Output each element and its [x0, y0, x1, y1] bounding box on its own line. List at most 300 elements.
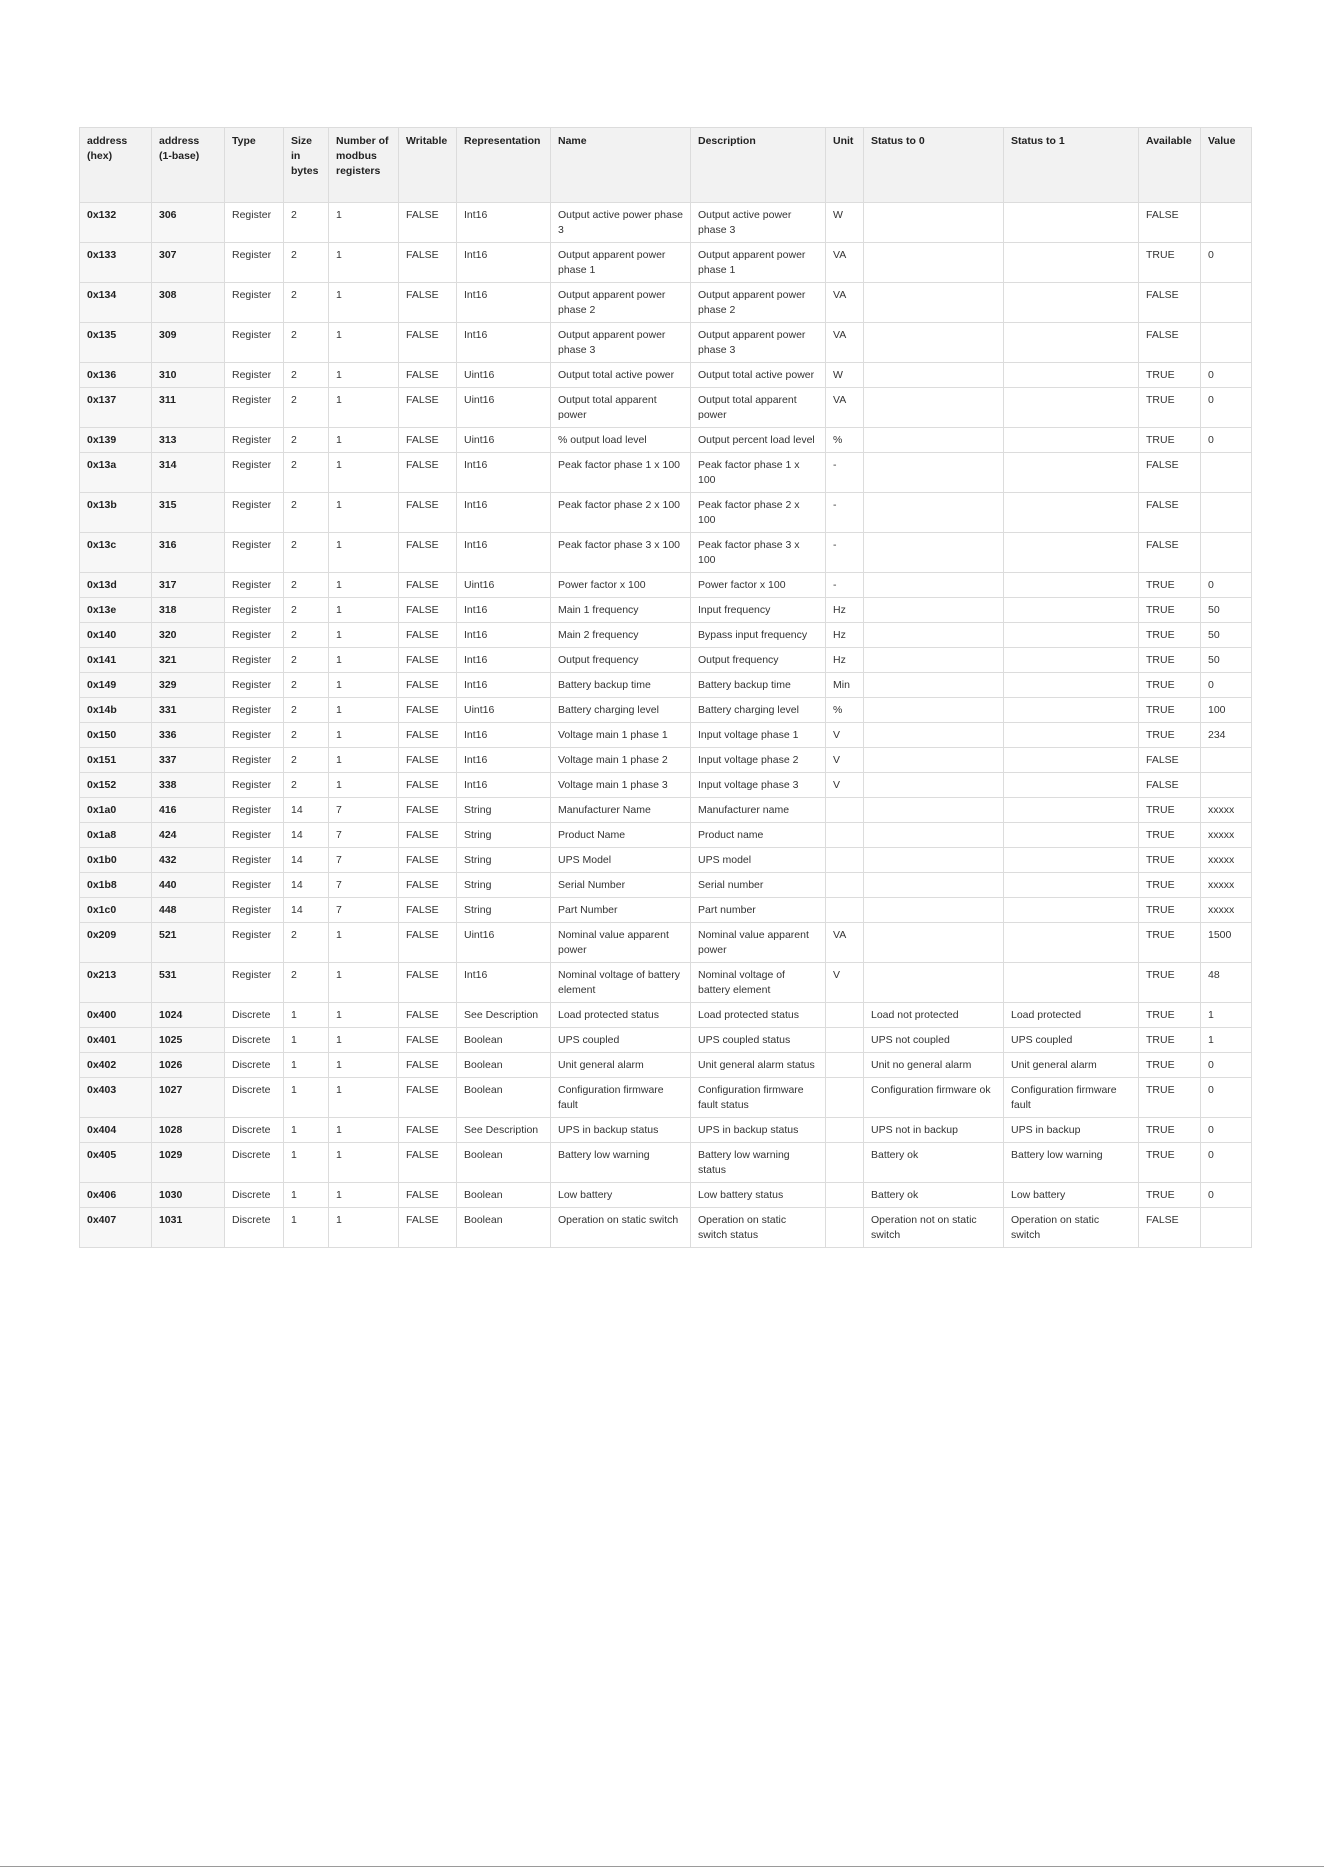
cell-unit: V — [826, 723, 864, 748]
cell-writable: FALSE — [399, 428, 457, 453]
cell-value: xxxxx — [1201, 898, 1252, 923]
cell-name: Part Number — [551, 898, 691, 923]
cell-status-to-0: UPS not coupled — [864, 1028, 1004, 1053]
cell-register-count: 1 — [329, 388, 399, 428]
cell-value: 0 — [1201, 1078, 1252, 1118]
cell-unit: - — [826, 533, 864, 573]
cell-value: 0 — [1201, 673, 1252, 698]
cell-address-dec: 1027 — [152, 1078, 225, 1118]
cell-status-to-1 — [1004, 283, 1139, 323]
cell-available: TRUE — [1139, 698, 1201, 723]
cell-name: Battery low warning — [551, 1143, 691, 1183]
cell-name: Power factor x 100 — [551, 573, 691, 598]
cell-value: 100 — [1201, 698, 1252, 723]
cell-type: Register — [225, 648, 284, 673]
cell-register-count: 1 — [329, 923, 399, 963]
cell-name: Output total active power — [551, 363, 691, 388]
cell-description: Configuration firmware fault status — [691, 1078, 826, 1118]
cell-status-to-0 — [864, 363, 1004, 388]
cell-unit: Hz — [826, 623, 864, 648]
cell-description: Part number — [691, 898, 826, 923]
cell-description: Battery backup time — [691, 673, 826, 698]
cell-value — [1201, 283, 1252, 323]
cell-unit — [826, 848, 864, 873]
cell-unit: % — [826, 428, 864, 453]
cell-size-bytes: 2 — [284, 573, 329, 598]
cell-writable: FALSE — [399, 898, 457, 923]
cell-available: TRUE — [1139, 798, 1201, 823]
cell-size-bytes: 2 — [284, 203, 329, 243]
cell-writable: FALSE — [399, 493, 457, 533]
cell-value: 50 — [1201, 623, 1252, 648]
cell-address-hex: 0x401 — [80, 1028, 152, 1053]
cell-register-count: 1 — [329, 323, 399, 363]
cell-size-bytes: 1 — [284, 1028, 329, 1053]
cell-size-bytes: 1 — [284, 1143, 329, 1183]
cell-writable: FALSE — [399, 623, 457, 648]
table-row — [80, 388, 1252, 428]
cell-writable: FALSE — [399, 1028, 457, 1053]
cell-type: Register — [225, 493, 284, 533]
cell-status-to-0: Configuration firmware ok — [864, 1078, 1004, 1118]
cell-status-to-0 — [864, 573, 1004, 598]
cell-type: Register — [225, 748, 284, 773]
table-row — [80, 1183, 1252, 1208]
cell-writable: FALSE — [399, 1143, 457, 1183]
cell-description: Nominal voltage of battery element — [691, 963, 826, 1003]
cell-address-hex: 0x209 — [80, 923, 152, 963]
col-header-name: Name — [551, 128, 691, 203]
footer-divider — [0, 1866, 1324, 1867]
cell-type: Register — [225, 848, 284, 873]
cell-size-bytes: 2 — [284, 623, 329, 648]
cell-status-to-1 — [1004, 773, 1139, 798]
cell-type: Register — [225, 598, 284, 623]
cell-writable: FALSE — [399, 1208, 457, 1248]
cell-writable: FALSE — [399, 773, 457, 798]
cell-available: TRUE — [1139, 823, 1201, 848]
cell-description: Unit general alarm status — [691, 1053, 826, 1078]
cell-size-bytes: 2 — [284, 598, 329, 623]
cell-writable: FALSE — [399, 388, 457, 428]
table-row — [80, 923, 1252, 963]
cell-value — [1201, 773, 1252, 798]
cell-status-to-0 — [864, 203, 1004, 243]
cell-status-to-0 — [864, 923, 1004, 963]
cell-size-bytes: 2 — [284, 388, 329, 428]
table-header-row — [80, 128, 1252, 203]
cell-writable: FALSE — [399, 1183, 457, 1208]
cell-size-bytes: 2 — [284, 283, 329, 323]
cell-representation: Int16 — [457, 203, 551, 243]
cell-status-to-1: Unit general alarm — [1004, 1053, 1139, 1078]
cell-status-to-0: UPS not in backup — [864, 1118, 1004, 1143]
cell-address-hex: 0x406 — [80, 1183, 152, 1208]
cell-unit: VA — [826, 388, 864, 428]
cell-name: Product Name — [551, 823, 691, 848]
cell-status-to-1 — [1004, 388, 1139, 428]
cell-available: TRUE — [1139, 1118, 1201, 1143]
cell-status-to-1 — [1004, 323, 1139, 363]
cell-available: FALSE — [1139, 1208, 1201, 1248]
cell-register-count: 1 — [329, 283, 399, 323]
cell-description: UPS in backup status — [691, 1118, 826, 1143]
cell-description: Output active power phase 3 — [691, 203, 826, 243]
cell-status-to-0 — [864, 773, 1004, 798]
cell-status-to-1 — [1004, 823, 1139, 848]
cell-status-to-1: Low battery — [1004, 1183, 1139, 1208]
cell-name: Configuration firmware fault — [551, 1078, 691, 1118]
cell-representation: Int16 — [457, 648, 551, 673]
cell-address-hex: 0x141 — [80, 648, 152, 673]
cell-value — [1201, 493, 1252, 533]
cell-address-hex: 0x407 — [80, 1208, 152, 1248]
cell-unit — [826, 798, 864, 823]
cell-available: TRUE — [1139, 673, 1201, 698]
modbus-register-table-container — [79, 127, 1251, 1248]
table-row — [80, 203, 1252, 243]
cell-representation: String — [457, 898, 551, 923]
cell-unit — [826, 1143, 864, 1183]
cell-name: Output frequency — [551, 648, 691, 673]
cell-description: Peak factor phase 2 x 100 — [691, 493, 826, 533]
cell-address-hex: 0x152 — [80, 773, 152, 798]
table-row — [80, 428, 1252, 453]
table-row — [80, 1208, 1252, 1248]
cell-type: Register — [225, 283, 284, 323]
cell-address-dec: 521 — [152, 923, 225, 963]
cell-value: 0 — [1201, 1053, 1252, 1078]
cell-size-bytes: 2 — [284, 243, 329, 283]
cell-unit: W — [826, 363, 864, 388]
cell-status-to-1 — [1004, 623, 1139, 648]
cell-address-dec: 310 — [152, 363, 225, 388]
cell-representation: Boolean — [457, 1183, 551, 1208]
cell-unit — [826, 873, 864, 898]
cell-type: Register — [225, 923, 284, 963]
col-header-description: Description — [691, 128, 826, 203]
cell-available: TRUE — [1139, 723, 1201, 748]
cell-available: TRUE — [1139, 243, 1201, 283]
cell-address-dec: 336 — [152, 723, 225, 748]
cell-writable: FALSE — [399, 598, 457, 623]
cell-address-hex: 0x139 — [80, 428, 152, 453]
cell-address-hex: 0x213 — [80, 963, 152, 1003]
cell-address-hex: 0x1a8 — [80, 823, 152, 848]
cell-value: xxxxx — [1201, 873, 1252, 898]
cell-available: TRUE — [1139, 598, 1201, 623]
cell-representation: Int16 — [457, 748, 551, 773]
cell-register-count: 7 — [329, 798, 399, 823]
table-row — [80, 963, 1252, 1003]
cell-value: 0 — [1201, 573, 1252, 598]
cell-type: Discrete — [225, 1143, 284, 1183]
cell-type: Register — [225, 533, 284, 573]
col-header-representation: Representation — [457, 128, 551, 203]
cell-status-to-1 — [1004, 898, 1139, 923]
table-row — [80, 748, 1252, 773]
cell-register-count: 1 — [329, 1143, 399, 1183]
cell-value — [1201, 323, 1252, 363]
cell-status-to-0: Battery ok — [864, 1183, 1004, 1208]
cell-writable: FALSE — [399, 283, 457, 323]
cell-status-to-0 — [864, 598, 1004, 623]
cell-address-hex: 0x137 — [80, 388, 152, 428]
cell-status-to-0 — [864, 323, 1004, 363]
cell-description: Nominal value apparent power — [691, 923, 826, 963]
cell-size-bytes: 2 — [284, 723, 329, 748]
cell-address-hex: 0x13c — [80, 533, 152, 573]
cell-writable: FALSE — [399, 1053, 457, 1078]
cell-status-to-0 — [864, 673, 1004, 698]
cell-name: Peak factor phase 1 x 100 — [551, 453, 691, 493]
cell-representation: Boolean — [457, 1053, 551, 1078]
table-row — [80, 898, 1252, 923]
cell-type: Register — [225, 963, 284, 1003]
cell-address-dec: 317 — [152, 573, 225, 598]
cell-available: TRUE — [1139, 573, 1201, 598]
cell-description: Input voltage phase 3 — [691, 773, 826, 798]
cell-name: Nominal voltage of battery element — [551, 963, 691, 1003]
cell-type: Register — [225, 773, 284, 798]
cell-register-count: 1 — [329, 1078, 399, 1118]
table-row — [80, 648, 1252, 673]
cell-address-hex: 0x133 — [80, 243, 152, 283]
cell-address-dec: 318 — [152, 598, 225, 623]
cell-unit — [826, 1183, 864, 1208]
table-row — [80, 623, 1252, 648]
cell-description: Load protected status — [691, 1003, 826, 1028]
col-header-unit: Unit — [826, 128, 864, 203]
cell-size-bytes: 2 — [284, 493, 329, 533]
cell-type: Register — [225, 363, 284, 388]
cell-value: xxxxx — [1201, 823, 1252, 848]
cell-address-dec: 1026 — [152, 1053, 225, 1078]
table-row — [80, 573, 1252, 598]
cell-address-dec: 311 — [152, 388, 225, 428]
cell-available: TRUE — [1139, 898, 1201, 923]
cell-register-count: 7 — [329, 823, 399, 848]
cell-status-to-0 — [864, 493, 1004, 533]
cell-description: Manufacturer name — [691, 798, 826, 823]
cell-status-to-0 — [864, 873, 1004, 898]
cell-size-bytes: 14 — [284, 823, 329, 848]
cell-name: Output apparent power phase 1 — [551, 243, 691, 283]
cell-address-hex: 0x402 — [80, 1053, 152, 1078]
col-header-available: Available — [1139, 128, 1201, 203]
cell-value: xxxxx — [1201, 848, 1252, 873]
cell-size-bytes: 14 — [284, 848, 329, 873]
cell-type: Discrete — [225, 1078, 284, 1118]
cell-address-hex: 0x1a0 — [80, 798, 152, 823]
cell-size-bytes: 2 — [284, 748, 329, 773]
col-header-address-hex: address (hex) — [80, 128, 152, 203]
cell-register-count: 1 — [329, 748, 399, 773]
cell-address-dec: 309 — [152, 323, 225, 363]
cell-name: Output apparent power phase 2 — [551, 283, 691, 323]
cell-type: Discrete — [225, 1003, 284, 1028]
cell-representation: Uint16 — [457, 363, 551, 388]
cell-size-bytes: 1 — [284, 1118, 329, 1143]
cell-size-bytes: 2 — [284, 698, 329, 723]
cell-type: Discrete — [225, 1118, 284, 1143]
col-header-status-to-1: Status to 1 — [1004, 128, 1139, 203]
cell-address-dec: 337 — [152, 748, 225, 773]
cell-unit — [826, 1028, 864, 1053]
cell-status-to-0 — [864, 283, 1004, 323]
cell-unit: Hz — [826, 598, 864, 623]
cell-value: 0 — [1201, 1118, 1252, 1143]
cell-address-dec: 331 — [152, 698, 225, 723]
cell-name: Load protected status — [551, 1003, 691, 1028]
cell-register-count: 1 — [329, 773, 399, 798]
cell-description: Output percent load level — [691, 428, 826, 453]
cell-status-to-0 — [864, 963, 1004, 1003]
cell-address-hex: 0x13d — [80, 573, 152, 598]
cell-name: Peak factor phase 2 x 100 — [551, 493, 691, 533]
cell-address-dec: 320 — [152, 623, 225, 648]
cell-status-to-1: Battery low warning — [1004, 1143, 1139, 1183]
cell-writable: FALSE — [399, 848, 457, 873]
cell-writable: FALSE — [399, 1118, 457, 1143]
cell-available: TRUE — [1139, 1078, 1201, 1118]
cell-unit: VA — [826, 283, 864, 323]
cell-name: Nominal value apparent power — [551, 923, 691, 963]
cell-name: Main 1 frequency — [551, 598, 691, 623]
cell-address-hex: 0x134 — [80, 283, 152, 323]
cell-value: 0 — [1201, 388, 1252, 428]
cell-name: UPS Model — [551, 848, 691, 873]
table-row — [80, 823, 1252, 848]
cell-status-to-1: UPS in backup — [1004, 1118, 1139, 1143]
cell-description: Input voltage phase 1 — [691, 723, 826, 748]
cell-writable: FALSE — [399, 873, 457, 898]
cell-name: Unit general alarm — [551, 1053, 691, 1078]
cell-type: Register — [225, 573, 284, 598]
table-row — [80, 453, 1252, 493]
cell-value — [1201, 748, 1252, 773]
cell-representation: Int16 — [457, 243, 551, 283]
cell-address-dec: 1025 — [152, 1028, 225, 1053]
cell-status-to-0: Load not protected — [864, 1003, 1004, 1028]
cell-writable: FALSE — [399, 648, 457, 673]
cell-available: FALSE — [1139, 323, 1201, 363]
cell-type: Register — [225, 428, 284, 453]
cell-unit — [826, 1003, 864, 1028]
table-row — [80, 598, 1252, 623]
table-row — [80, 1143, 1252, 1183]
cell-value — [1201, 453, 1252, 493]
cell-name: Output total apparent power — [551, 388, 691, 428]
cell-size-bytes: 2 — [284, 453, 329, 493]
cell-representation: Int16 — [457, 963, 551, 1003]
cell-available: FALSE — [1139, 453, 1201, 493]
cell-available: TRUE — [1139, 1028, 1201, 1053]
cell-representation: String — [457, 848, 551, 873]
cell-unit: Min — [826, 673, 864, 698]
cell-representation: String — [457, 873, 551, 898]
cell-register-count: 1 — [329, 963, 399, 1003]
cell-unit — [826, 1118, 864, 1143]
cell-name: Battery charging level — [551, 698, 691, 723]
cell-register-count: 1 — [329, 1118, 399, 1143]
cell-size-bytes: 1 — [284, 1078, 329, 1118]
cell-address-hex: 0x151 — [80, 748, 152, 773]
table-row — [80, 363, 1252, 388]
cell-name: UPS in backup status — [551, 1118, 691, 1143]
cell-type: Register — [225, 873, 284, 898]
cell-size-bytes: 2 — [284, 923, 329, 963]
cell-available: TRUE — [1139, 363, 1201, 388]
cell-available: TRUE — [1139, 1143, 1201, 1183]
cell-address-dec: 321 — [152, 648, 225, 673]
cell-available: TRUE — [1139, 388, 1201, 428]
cell-status-to-0 — [864, 848, 1004, 873]
cell-size-bytes: 14 — [284, 898, 329, 923]
cell-description: Low battery status — [691, 1183, 826, 1208]
cell-available: TRUE — [1139, 623, 1201, 648]
cell-description: Output apparent power phase 2 — [691, 283, 826, 323]
cell-writable: FALSE — [399, 748, 457, 773]
cell-status-to-1 — [1004, 533, 1139, 573]
cell-type: Register — [225, 623, 284, 648]
table-row — [80, 848, 1252, 873]
cell-register-count: 1 — [329, 598, 399, 623]
cell-address-hex: 0x135 — [80, 323, 152, 363]
cell-status-to-1 — [1004, 848, 1139, 873]
cell-type: Register — [225, 898, 284, 923]
cell-type: Discrete — [225, 1053, 284, 1078]
cell-address-hex: 0x13a — [80, 453, 152, 493]
cell-unit: VA — [826, 323, 864, 363]
cell-status-to-0: Operation not on static switch — [864, 1208, 1004, 1248]
cell-description: Power factor x 100 — [691, 573, 826, 598]
cell-status-to-1 — [1004, 963, 1139, 1003]
table-row — [80, 798, 1252, 823]
cell-name: Serial Number — [551, 873, 691, 898]
cell-name: Voltage main 1 phase 1 — [551, 723, 691, 748]
cell-name: Main 2 frequency — [551, 623, 691, 648]
cell-writable: FALSE — [399, 823, 457, 848]
cell-type: Register — [225, 673, 284, 698]
cell-status-to-0 — [864, 388, 1004, 428]
cell-unit: V — [826, 748, 864, 773]
cell-unit — [826, 823, 864, 848]
cell-available: TRUE — [1139, 848, 1201, 873]
cell-register-count: 7 — [329, 898, 399, 923]
cell-address-hex: 0x132 — [80, 203, 152, 243]
cell-status-to-0 — [864, 898, 1004, 923]
cell-size-bytes: 1 — [284, 1208, 329, 1248]
cell-status-to-0 — [864, 648, 1004, 673]
table-row — [80, 1003, 1252, 1028]
cell-representation: Int16 — [457, 283, 551, 323]
cell-size-bytes: 1 — [284, 1183, 329, 1208]
cell-address-hex: 0x136 — [80, 363, 152, 388]
cell-representation: Boolean — [457, 1078, 551, 1118]
cell-type: Register — [225, 453, 284, 493]
cell-writable: FALSE — [399, 673, 457, 698]
cell-available: FALSE — [1139, 203, 1201, 243]
cell-description: UPS model — [691, 848, 826, 873]
table-row — [80, 698, 1252, 723]
col-header-value: Value — [1201, 128, 1252, 203]
cell-representation: String — [457, 823, 551, 848]
cell-representation: Int16 — [457, 493, 551, 533]
cell-address-hex: 0x400 — [80, 1003, 152, 1028]
cell-unit — [826, 1078, 864, 1118]
cell-status-to-1 — [1004, 363, 1139, 388]
